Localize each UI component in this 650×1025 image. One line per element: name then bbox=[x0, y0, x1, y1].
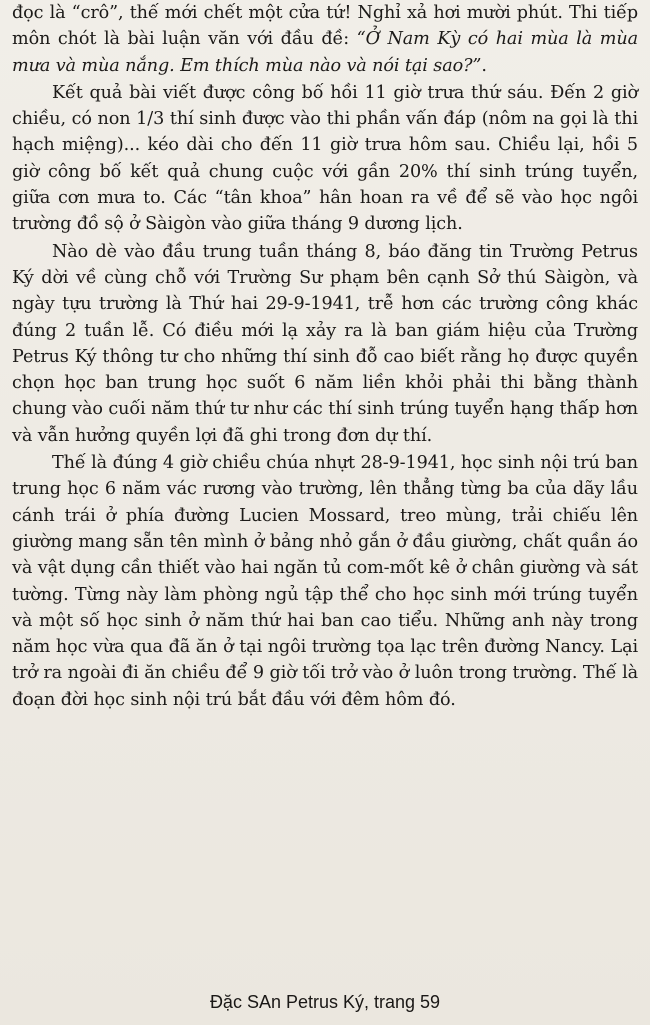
paragraph-2: Kết quả bài viết được công bố hồi 11 giờ trưa thứ sáu. Đến 2 giờ chiều, có non 1/3 thí sinh được vào thi phần vấn đáp (nôm na gọi là thi hạch miệng)... kéo dài cho đến 11 giờ trưa hôm sau. Chiều lại, hồi 5 giờ công bố kết quả chung cuộc với gần 20% thí sinh trúng tuyển, giữa cơn mưa to. Các “tân khoa” hân hoan ra về để sẽ vào học ngôi trường đồ sộ ở Sàigòn vào giữa tháng 9 dương lịch. bbox=[12, 82, 638, 235]
paragraph-3: Nào dè vào đầu trung tuần tháng 8, báo đăng tin Trường Petrus Ký dời về cùng chỗ với Trường Sư phạm bên cạnh Sở thú Sàigòn, và ngày tựu trường là Thứ hai 29-9-1941, trễ hơn các trường công khác đúng 2 tuần lễ. Có điều mới lạ xảy ra là ban giám hiệu của Trường Petrus Ký thông tư cho những thí sinh đỗ cao biết rằng họ được quyền chọn học ban trung học suốt 6 năm liền khỏi phải thi bằng thành chung vào cuối năm thứ tư như các thí sinh trúng tuyển hạng thấp hơn và vẫn hưởng quyền lợi đã ghi trong đơn dự thí. bbox=[12, 241, 638, 446]
page-body bbox=[12, 0, 638, 713]
paragraph-1-lead: đọc là “crô”, thế mới chết một cửa tứ! Nghỉ xả hơi mười phút. Thi tiếp môn chót là bài luận văn với đầu đề: bbox=[12, 3, 638, 50]
paragraph-1-tail: . bbox=[481, 55, 487, 76]
paragraph-4: Thế là đúng 4 giờ chiều chúa nhựt 28-9-1941, học sinh nội trú ban trung học 6 năm vác rương vào trường, lên thẳng từng ba của dãy lầu cánh trái ở phía đường Lucien Mossard, treo mùng, trải chiếu lên giường mang sẵn tên mình ở bảng nhỏ gắn ở đầu giường, chất quần áo và vật dụng cần thiết vào hai ngăn tủ com-mốt kê ở chân giường và sát tường. Từng này làm phòng ngủ tập thể cho học sinh mới trúng tuyển và một số học sinh ở năm thứ hai ban cao tiểu. Những anh này trong năm học vừa qua đã ăn ở tại ngôi trường tọa lạc trên đường Nancy. Lại trở ra ngoài đi ăn chiều để 9 giờ tối trở vào ở luôn trong trường. Thế là đoạn đời học sinh nội trú bắt đầu với đêm hôm đó. bbox=[12, 453, 638, 710]
page-footer: Đặc SAn Petrus Ký, trang 59 bbox=[209, 992, 441, 1012]
essay-topic-quote: “Ở Nam Kỳ có hai mùa là mùa mưa và mùa nắng. Em thích mùa nào và nói tại sao?” bbox=[12, 29, 638, 76]
paragraph-1 bbox=[12, 0, 638, 79]
